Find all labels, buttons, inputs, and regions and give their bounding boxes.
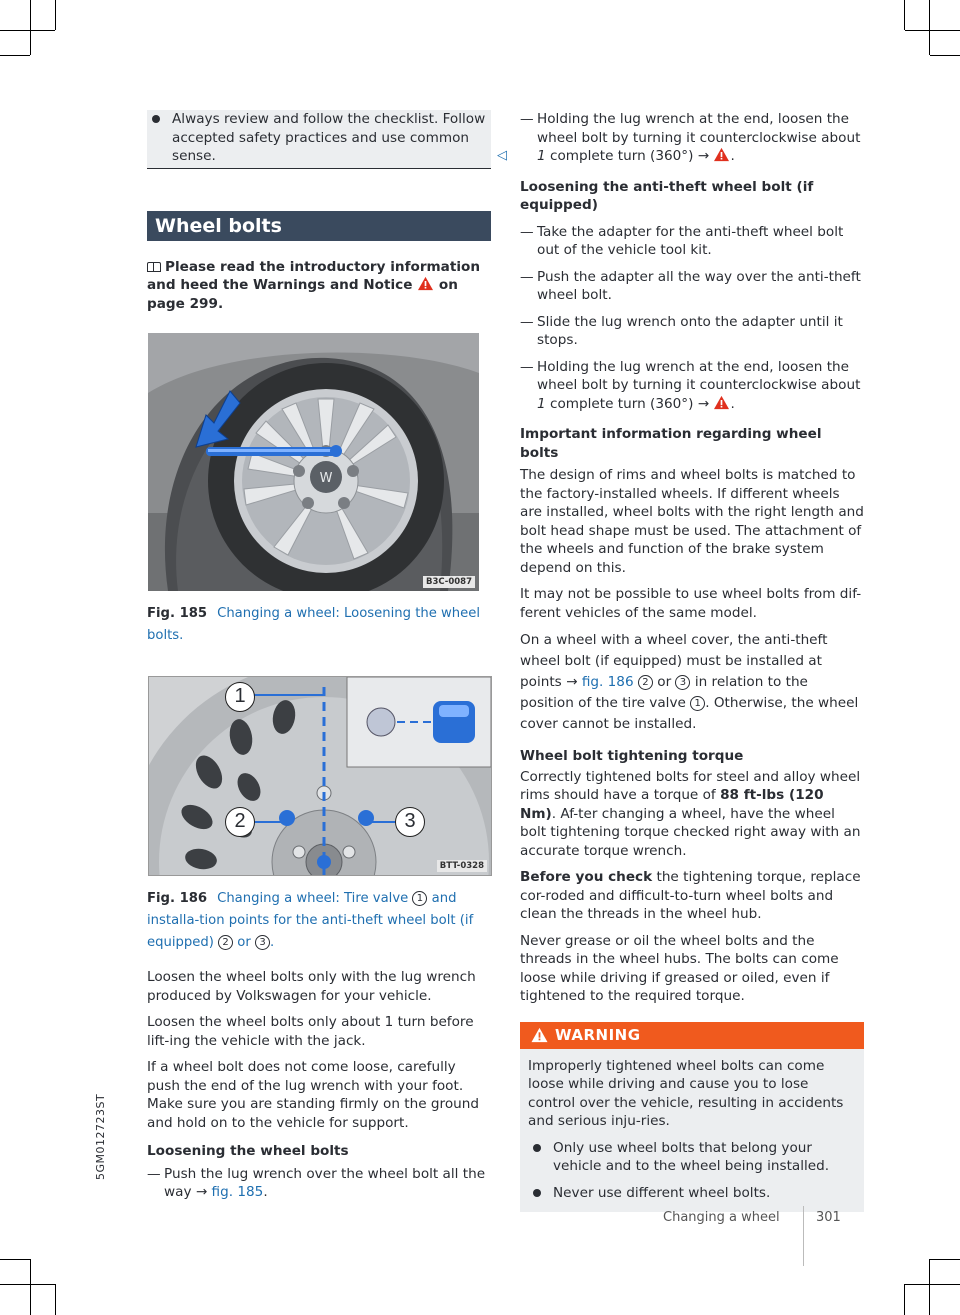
figure-185-caption <box>147 603 491 647</box>
intro-note: Please read the introductory information and heed the Warnings and Notice on page 299. <box>147 258 481 312</box>
crop-mark <box>55 0 56 30</box>
wheel-illustration <box>148 333 479 591</box>
right-column <box>520 110 864 1212</box>
crop-mark <box>0 30 55 31</box>
paragraph: Before you check the tightening torque, replace cor-roded and difficult-to-turn wheel bolts and clean the threads in the wheel hub. <box>520 869 861 922</box>
figure-186-image <box>148 676 492 876</box>
figure-186-caption: Fig. 186 Changing a wheel: Tire valve 1 and installa-tion points for the anti-theft wheel bolt (if equipped) 2 or 3 . <box>147 891 474 950</box>
crop-mark <box>30 0 31 55</box>
warning-icon <box>713 147 730 162</box>
step-item: — Push the lug wrench over the wheel bolt all the way → fig. 185. <box>147 1165 491 1202</box>
paragraph: The design of rims and wheel bolts is matched to the factory-installed wheels. If different wheels are installed, wheel bolts with the right length and bolt head shape must be used. The attachment of the wheels and function of the brake system depend on this. <box>520 467 864 576</box>
book-icon <box>147 262 161 272</box>
steel-wheel-illustration <box>149 677 491 875</box>
figure-code-label: B3C-0087 <box>423 576 475 588</box>
crop-mark <box>930 1259 960 1260</box>
chapter-title: Changing a wheel <box>663 1210 780 1225</box>
crop-mark <box>0 55 30 56</box>
arrow-right-icon: → <box>697 395 710 412</box>
caption-text: Changing a wheel: Loosening the wheel bolts. <box>147 606 481 643</box>
crop-mark <box>905 30 960 31</box>
step-item: — Push the adapter all the way over the anti-theft wheel bolt. <box>520 268 864 305</box>
callout-ref: 2 <box>218 935 233 950</box>
document-code: 5GM012723ST <box>94 1093 107 1180</box>
crop-mark <box>904 1284 905 1315</box>
figure-link[interactable]: fig. 185 <box>211 1184 264 1200</box>
callout-3: 3 <box>395 807 425 837</box>
page-number: 301 <box>816 1210 841 1225</box>
callout-ref: 1 <box>412 891 427 906</box>
callout-ref: 2 <box>638 675 653 690</box>
subheading: Loosening the anti-theft wheel bolt (if equipped) <box>520 178 814 213</box>
crop-mark <box>30 1259 31 1315</box>
paragraph: Never grease or oil the wheel bolts and the threads in the wheel hubs. The bolts can come loose while driving if greased or oiled, even if tightened to the required torque. <box>520 932 839 1004</box>
warning-box <box>520 1022 864 1213</box>
paragraph: If a wheel bolt does not come loose, carefully push the end of the lug wrench with your foot. Make sure you are standing firmly on the ground and hold on to the vehicle for support. <box>147 1059 480 1131</box>
subheading: Important information regarding wheel bolts <box>520 426 822 461</box>
checklist-bullet: Always review and follow the checklist. Follow accepted safety practices and use common sense. <box>147 110 491 166</box>
checklist-box <box>147 110 507 169</box>
callout-1: 1 <box>225 682 255 712</box>
footer-divider <box>803 1206 804 1266</box>
paragraph: On a wheel with a wheel cover, the anti-theft wheel bolt (if equipped) must be installed at points → fig. 186 2 or 3 in relation to the position of the tire valve 1 . Otherwise, the wheel cover cannot be installed. <box>520 632 859 732</box>
page-footer <box>663 1209 841 1228</box>
warning-bullet: Never use different wheel bolts. <box>528 1184 856 1203</box>
step-item: — Holding the lug wrench at the end, loosen the wheel bolt by turning it counterclockwise about 1 complete turn (360°) → . <box>520 110 864 166</box>
callout-ref: 3 <box>255 935 270 950</box>
figure-number: Fig. 186 <box>147 891 208 906</box>
warning-body <box>520 1049 864 1213</box>
paragraph: Improperly tightened wheel bolts can come loose while driving and cause you to lose control over the vehicle, resulting in accidents and serious inju-ries. <box>528 1057 844 1129</box>
crop-mark <box>55 1284 56 1315</box>
figure-code-label: BTT-0328 <box>437 860 487 872</box>
callout-2: 2 <box>225 807 255 837</box>
paragraph: Loosen the wheel bolts only about 1 turn before lift-ing the vehicle with the jack. <box>147 1014 474 1049</box>
warning-icon <box>713 395 730 410</box>
crop-mark <box>0 1284 55 1285</box>
warning-bullet: Only use wheel bolts that belong your vehicle and to the wheel being installed. <box>528 1139 856 1176</box>
crop-mark <box>929 1259 930 1315</box>
step-item: — Slide the lug wrench onto the adapter until it stops. <box>520 313 864 350</box>
subheading: Loosening the wheel bolts <box>147 1143 349 1159</box>
arrow-right-icon: → <box>195 1184 208 1200</box>
crop-mark <box>904 0 905 30</box>
step-item: — Take the adapter for the anti-theft wheel bolt out of the vehicle tool kit. <box>520 223 864 260</box>
section-end-icon: ◁ <box>497 148 507 163</box>
arrow-right-icon: → <box>566 674 578 690</box>
step-item: — Holding the lug wrench at the end, loosen the wheel bolt by turning it counterclockwise about 1 complete turn (360°) → . <box>520 358 864 414</box>
figure-link[interactable]: fig. 186 <box>581 674 634 690</box>
figure-185-image <box>148 333 479 591</box>
svg-text:W: W <box>319 471 333 486</box>
warning-icon <box>417 276 434 291</box>
callout-ref: 1 <box>690 696 705 711</box>
left-column <box>147 110 507 1210</box>
warning-icon <box>530 1027 549 1043</box>
arrow-right-icon: → <box>697 148 710 164</box>
paragraph: Correctly tightened bolts for steel and alloy wheel rims should have a torque of 88 ft-lbs (120 Nm). Af-ter changing a wheel, have the wheel bolt tightening torque checked right away with an accurate torque wrench. <box>520 768 861 859</box>
callout-ref: 3 <box>675 675 690 690</box>
paragraph: It may not be possible to use wheel bolts from dif-ferent vehicles of the same model. <box>520 586 862 621</box>
crop-mark <box>905 1284 960 1285</box>
figure-number: Fig. 185 <box>147 606 208 621</box>
crop-mark <box>929 0 930 55</box>
crop-mark <box>930 55 960 56</box>
paragraph: Loosen the wheel bolts only with the lug wrench produced by Volkswagen for your vehicle. <box>147 969 476 1004</box>
warning-header: WARNING <box>520 1022 864 1049</box>
subheading: Wheel bolt tightening torque <box>520 748 744 764</box>
crop-mark <box>0 1259 30 1260</box>
section-title: Wheel bolts <box>147 211 491 241</box>
